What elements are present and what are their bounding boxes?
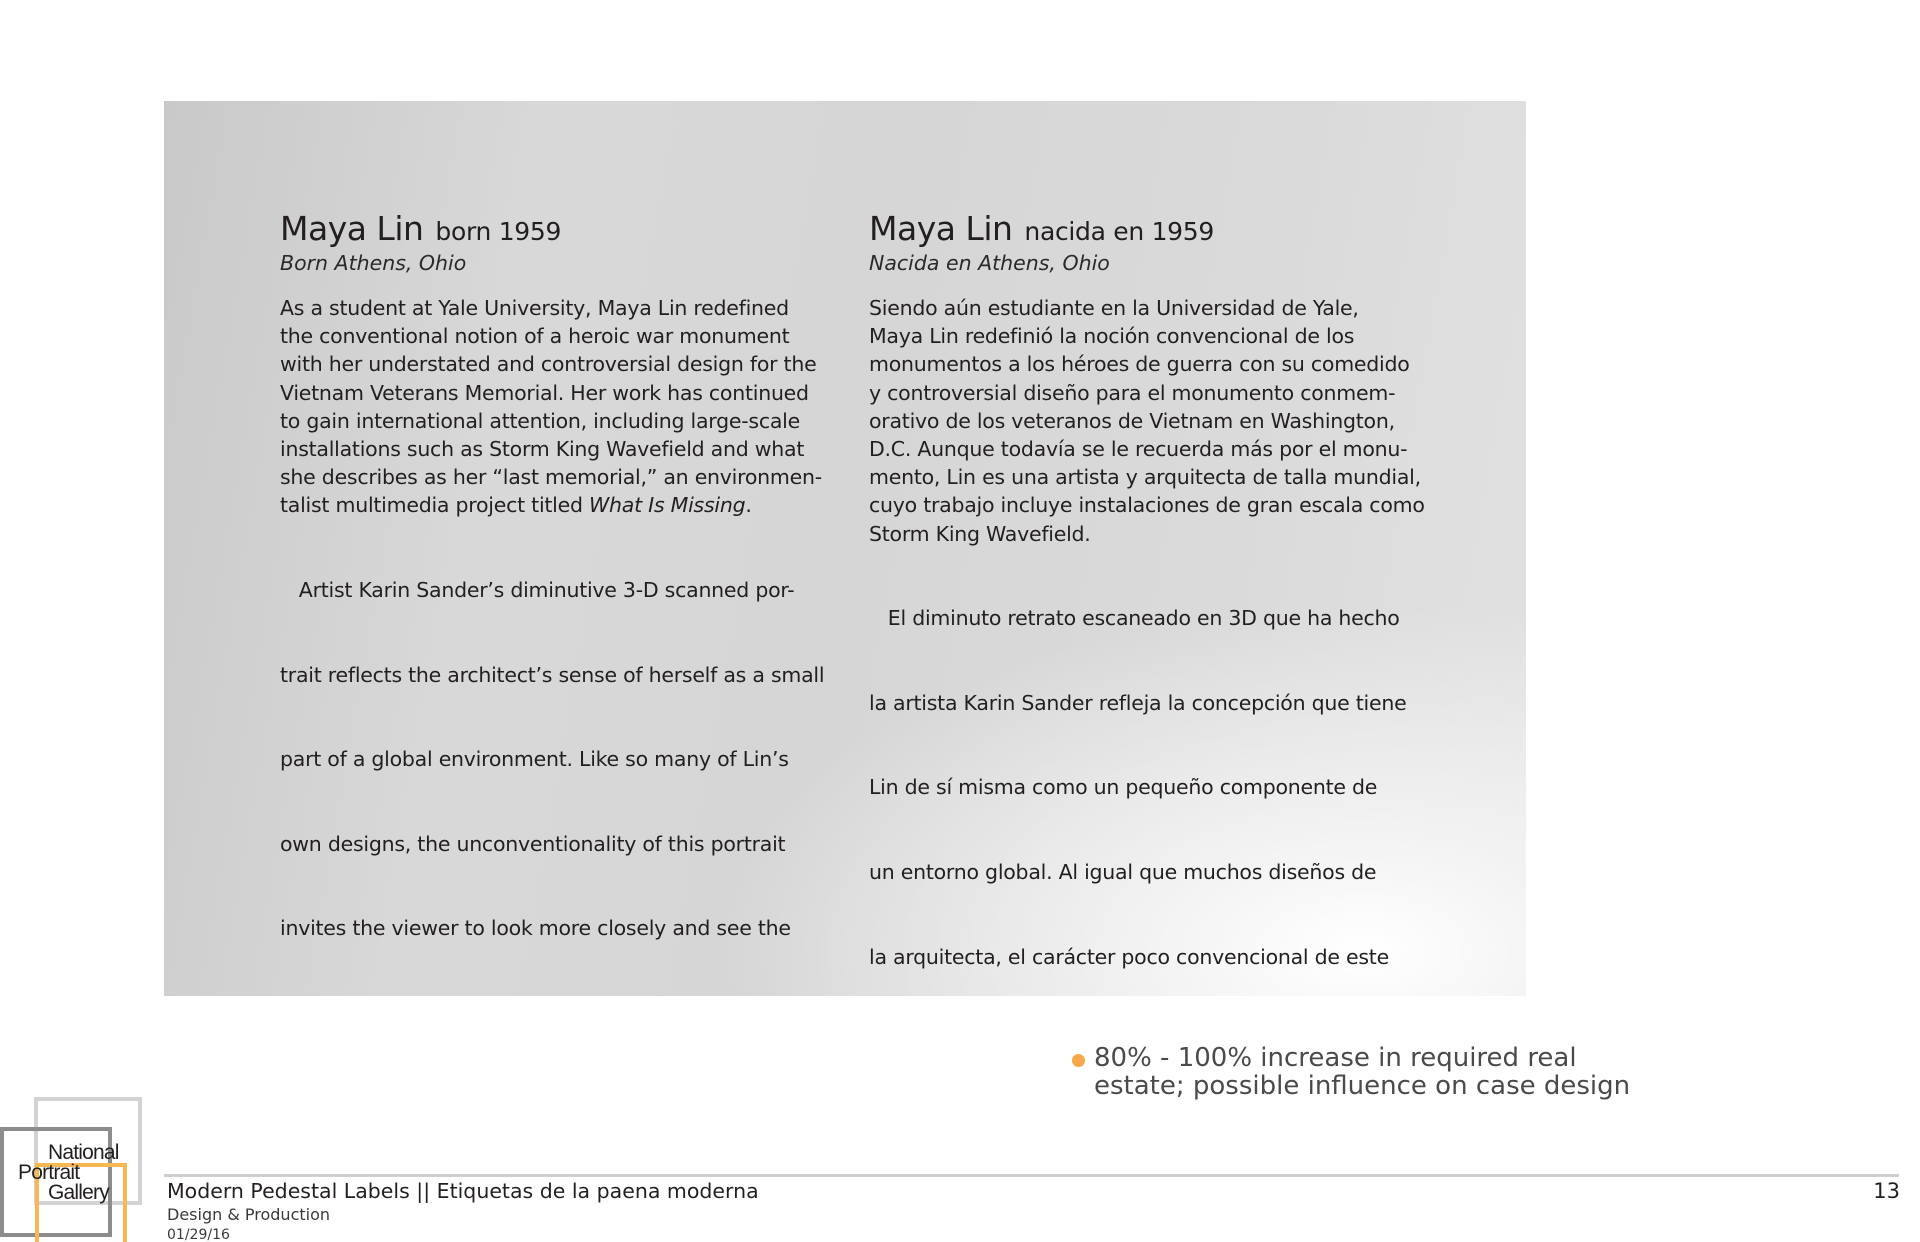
text-line: invites the viewer to look more closely and see the	[280, 916, 791, 941]
logo-word-gallery: Gallery	[48, 1181, 109, 1204]
sitter-name: Maya Lin	[869, 209, 1013, 248]
sitter-name: Maya Lin	[280, 209, 424, 248]
text-line: D.C. Aunque todavía se le recuerda más por el monu-	[869, 436, 1408, 461]
text-line: to gain international attention, including large-scale	[280, 408, 800, 433]
text-line: la arquitecta, el carácter poco convencional de este	[869, 944, 1389, 969]
text-line: she describes as her “last memorial,” an environmen-	[280, 465, 822, 490]
paragraph-2	[280, 520, 840, 996]
logo-word-portrait: Portrait	[18, 1161, 80, 1184]
text-line: installations such as Storm King Wavefield and what	[280, 436, 805, 461]
text-line: Vietnam Veterans Memorial. Her work has continued	[280, 380, 809, 405]
text-line: mento, Lin es una artista y arquitecta de talla mundial,	[869, 465, 1421, 490]
sitter-dates: born 1959	[435, 217, 562, 246]
text-line: estate; possible influence on case design	[1094, 1071, 1631, 1101]
text-line: Maya Lin redefinió la noción convencional de los	[869, 324, 1355, 349]
text-line: cuyo trabajo incluye instalaciones de gran escala como	[869, 493, 1425, 518]
text-line: 80% - 100% increase in required real	[1094, 1043, 1577, 1073]
english-label	[280, 211, 840, 996]
text-fragment: talist multimedia project titled	[280, 493, 590, 518]
text-line: la artista Karin Sander refleja la concepción que tiene	[869, 690, 1407, 715]
text-line: Storm King Wavefield.	[869, 521, 1091, 546]
text-line: with her understated and controversial design for the	[280, 352, 817, 377]
text-line: Lin de sí misma como un pequeño componente de	[869, 775, 1378, 800]
paragraph-1	[280, 294, 840, 520]
label-body	[280, 294, 840, 996]
paragraph-1	[869, 294, 1449, 548]
artwork-title: What Is Missing	[589, 493, 746, 518]
text-line: As a student at Yale University, Maya Lin redefined	[280, 295, 789, 320]
text-line: El diminuto retrato escaneado en 3D que ha hecho	[869, 606, 1400, 631]
label-heading	[869, 211, 1449, 247]
page-number: 13	[1873, 1179, 1900, 1203]
spanish-label	[869, 211, 1449, 996]
text-line	[280, 491, 840, 519]
birthplace: Born Athens, Ohio	[280, 251, 467, 276]
label-mockup-panel	[164, 101, 1526, 996]
text-line: Siendo aún estudiante en la Universidad de Yale,	[869, 295, 1359, 320]
note-text	[1094, 1044, 1654, 1100]
text-line: part of a global environment. Like so many of Lin’s	[280, 747, 789, 772]
footer-title: Modern Pedestal Labels || Etiquetas de la paena moderna	[167, 1179, 759, 1203]
text-line: Artist Karin Sander’s diminutive 3-D scanned por-	[280, 577, 795, 602]
text-line: trait reflects the architect’s sense of herself as a small	[280, 662, 825, 687]
logo-word-national: National	[48, 1141, 119, 1164]
footer-date: 01/29/16	[167, 1227, 230, 1242]
sitter-dates: nacida en 1959	[1024, 217, 1214, 246]
text-line: the conventional notion of a heroic war monument	[280, 324, 790, 349]
text-line: own designs, the unconventionality of this portrait	[280, 831, 786, 856]
text-line: y controversial diseño para el monumento conmem-	[869, 380, 1396, 405]
footer-divider	[164, 1174, 1899, 1177]
label-heading	[280, 211, 840, 247]
text-fragment: .	[745, 493, 752, 518]
footer-subtitle: Design & Production	[167, 1205, 331, 1224]
npg-logo	[0, 1095, 145, 1242]
text-line: un entorno global. Al igual que muchos diseños de	[869, 859, 1377, 884]
text-line: monumentos a los héroes de guerra con su comedido	[869, 352, 1410, 377]
text-line: orativo de los veteranos de Vietnam en Washington,	[869, 408, 1395, 433]
design-note	[1072, 1044, 1654, 1100]
label-body	[869, 294, 1449, 996]
paragraph-2	[869, 548, 1449, 996]
birthplace: Nacida en Athens, Ohio	[869, 251, 1110, 276]
bullet-dot-icon	[1072, 1054, 1085, 1067]
